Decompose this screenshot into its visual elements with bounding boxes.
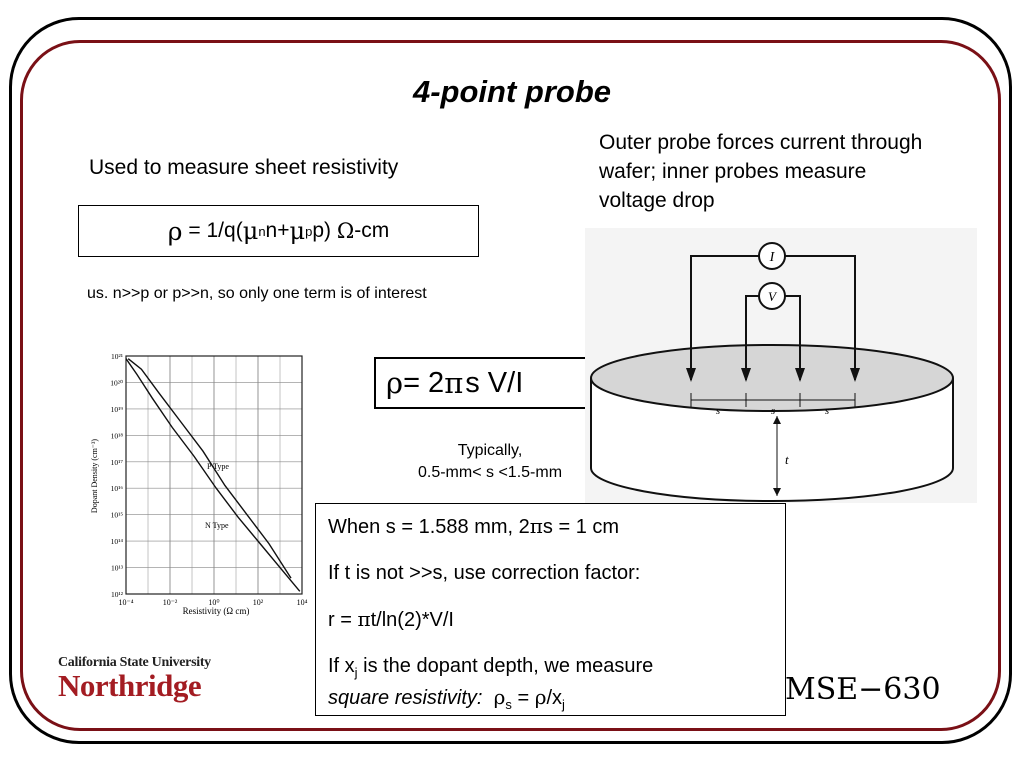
y-tick-label: 10¹⁶ [110, 484, 123, 494]
formula1-eq: = 1/q( [188, 219, 243, 242]
note5-eq: = [511, 687, 535, 709]
dopant-density-chart [86, 346, 316, 623]
course-label: MSE−630 [785, 672, 941, 707]
chart-series [126, 359, 300, 592]
note-dopant-depth [328, 654, 773, 717]
university-logo [58, 655, 211, 701]
y-tick-label: 10¹³ [111, 563, 123, 573]
note3-text-a: r = [328, 609, 358, 631]
typical-line2: 0.5-mm< s <1.5-mm [417, 464, 563, 481]
y-tick-label: 10¹² [111, 590, 123, 599]
x-tick-label: 10² [252, 598, 264, 607]
note1-text-b: s = 1 cm [542, 516, 620, 538]
note1-text-a: When s = 1.588 mm, 2 [328, 516, 530, 538]
typical-line1: Typically, [457, 442, 523, 459]
four-point-formula-box [374, 357, 590, 409]
slide-title: 4-point probe [412, 74, 612, 109]
typical-spacing [380, 440, 600, 484]
note5-italic: square resistivity: [328, 687, 483, 709]
series-line-n-type [126, 359, 300, 592]
chart-tick-labels [110, 352, 307, 607]
note4-sub: j [354, 665, 358, 680]
y-tick-label: 10¹⁴ [110, 537, 123, 547]
note1-pi: π [529, 514, 543, 538]
note4-text-b: is the dopant depth, we measure [357, 655, 654, 677]
y-tick-label: 10¹⁸ [110, 431, 123, 441]
spacing-label-2: s [770, 405, 776, 417]
thickness-label: t [785, 452, 789, 467]
omega-symbol: Ω [336, 219, 355, 243]
chart-grid [126, 356, 302, 594]
x-tick-label: 10⁰ [208, 598, 220, 607]
formula2-eq: = 2 [403, 366, 445, 399]
p-subscript: p [305, 223, 313, 239]
note4-text-a: If x [328, 655, 355, 677]
y-tick-label: 10¹⁹ [110, 404, 123, 414]
x-tick-label: 10⁴ [296, 598, 308, 607]
spacing-label-3: s [824, 405, 830, 417]
resistivity-formula-box [78, 205, 479, 257]
note5-rho: ρ [493, 685, 506, 709]
x-tick-label: 10⁻² [162, 598, 178, 607]
formula1-unit: -cm [354, 219, 390, 242]
rho-symbol: ρ [167, 216, 183, 246]
voltage-meter-label: V [768, 289, 776, 304]
note5-sub-j: j [562, 697, 565, 712]
logo-line1: California State University [58, 655, 211, 670]
outer-probe-text: Outer probe forces current through wafer; inner probes measure voltage drop [599, 131, 923, 212]
y-tick-label: 10²¹ [111, 352, 123, 361]
mu-symbol-p: μ [289, 217, 306, 245]
formula1-p-end: p) [312, 219, 337, 242]
note3-text-b: t/ln(2)*V/I [370, 609, 454, 631]
chart-series-label-p: P Type [207, 462, 229, 471]
notes-box [315, 503, 786, 716]
note5-div: /x [546, 687, 563, 709]
y-tick-label: 10¹⁵ [110, 510, 123, 520]
n-subscript: n [258, 223, 266, 239]
y-tick-label: 10¹⁷ [110, 457, 123, 467]
probe-diagram [585, 228, 977, 503]
chart-series-label-n: N Type [205, 521, 229, 530]
rho-symbol-2: ρ [386, 366, 404, 400]
x-tick-label: 10⁻⁴ [118, 598, 134, 607]
chart-y-label: Dopant Density (cm⁻³) [90, 438, 99, 514]
note-correction: If t is not >>s, use correction factor: [328, 562, 641, 584]
pi-symbol: π [444, 366, 464, 400]
note5-rho2: ρ [534, 685, 547, 709]
usually-text: us. n>>p or p>>n, so only one term is of interest [87, 285, 427, 302]
note-r-formula [328, 607, 773, 632]
note3-pi: π [357, 607, 371, 631]
formula2-rest: s V/I [465, 366, 524, 399]
spacing-label-1: s [715, 405, 721, 417]
note5-sub-s: s [505, 697, 512, 712]
mu-symbol-n: μ [242, 217, 259, 245]
y-tick-label: 10²⁰ [110, 378, 123, 388]
current-meter-label: I [769, 250, 775, 265]
formula1-n-mid: n+ [265, 219, 290, 242]
logo-line2: Northridge [58, 668, 202, 703]
note-spacing [328, 514, 773, 539]
chart-x-label: Resistivity (Ω cm) [182, 606, 250, 616]
used-to-text: Used to measure sheet resistivity [89, 156, 399, 179]
